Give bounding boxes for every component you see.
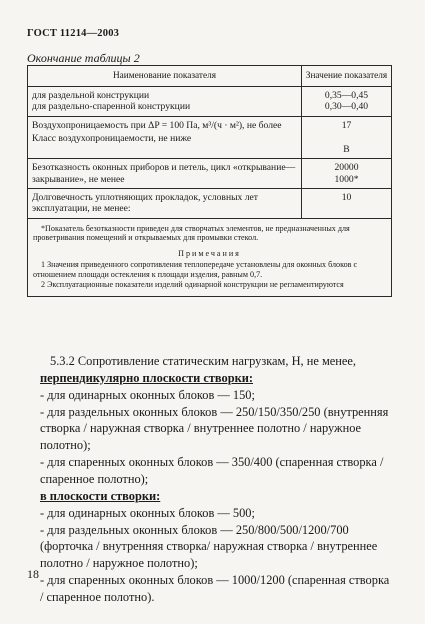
list-item: - для одинарных оконных блоков — 150; bbox=[40, 387, 255, 402]
row-label bbox=[28, 87, 302, 117]
row-label: Безотказность оконных приборов и петель, цикл «открывание—закрывание», не менее bbox=[28, 159, 302, 189]
note-item: 1 Значения приведенного сопротивления теплопередаче установлены для оконных блоков с отношением площади остекления к площади изделия, равным 0,7. bbox=[33, 260, 358, 279]
value-line: 0,35—0,45 bbox=[324, 90, 369, 101]
table-row bbox=[28, 87, 392, 117]
indicators-table bbox=[27, 65, 392, 297]
section-5-3-2 bbox=[40, 353, 392, 606]
table-row bbox=[28, 159, 392, 189]
value-line: 20000 bbox=[334, 162, 359, 174]
table-footnote: *Показатель безотказности приведен для створчатых элементов, не предназначенных для проветривания помещений и открываемых для промывки стекол. bbox=[33, 223, 350, 243]
list-item: - для одинарных оконных блоков — 500; bbox=[40, 505, 255, 520]
list-item: - для раздельных оконных блоков — 250/800/500/1200/700 (форточка / внутренняя створка/ наружная створка / внутреннее полотно / наружное полотно); bbox=[40, 522, 378, 571]
table-notes-row bbox=[28, 218, 392, 296]
table-row bbox=[28, 116, 392, 159]
perpendicular-heading: перпендикулярно плоскости створки: bbox=[40, 370, 254, 385]
col-header-value: Значение показателя bbox=[302, 66, 392, 87]
list-item: - для спаренных оконных блоков — 350/400 (спаренная створка / спаренное полотно); bbox=[40, 455, 384, 487]
row-label-line: для раздельной конструкции bbox=[32, 90, 150, 101]
value-line: В bbox=[343, 143, 350, 155]
list-item: - для спаренных оконных блоков — 1000/1200 (спаренная створка / спаренное полотно). bbox=[40, 573, 390, 605]
table-continuation-title: Окончание таблицы 2 bbox=[27, 51, 140, 65]
value-line: 0,30—0,40 bbox=[324, 101, 369, 113]
table-header-row bbox=[28, 66, 392, 87]
document-header: ГОСТ 11214—2003 bbox=[27, 28, 120, 39]
row-label-line: для раздельно-спаренной конструкции bbox=[32, 101, 191, 113]
in-plane-heading: в плоскости створки: bbox=[40, 488, 161, 503]
row-value bbox=[302, 159, 392, 189]
section-intro: 5.3.2 Сопротивление статическим нагрузкам, H, не менее, bbox=[50, 354, 357, 368]
table-row bbox=[28, 188, 392, 218]
row-label-line: Воздухопроницаемость при ΔP = 100 Па, м³/(ч · м²), не более bbox=[32, 119, 282, 131]
row-value bbox=[302, 87, 392, 117]
page-number: 18 bbox=[27, 567, 39, 581]
row-label-line: Класс воздухопроницаемости, не ниже bbox=[32, 132, 192, 144]
note-item: 2 Эксплуатационные показатели изделий одинарной конструкции не регламентируются bbox=[41, 279, 344, 289]
row-value bbox=[302, 116, 392, 159]
list-item: - для раздельных оконных блоков — 250/150/350/250 (внутренняя створка / наружная створка / внутреннее полотно / наружное полотно); bbox=[40, 404, 389, 453]
row-value: 10 bbox=[302, 188, 392, 218]
value-line: 17 bbox=[341, 119, 352, 131]
value-line: 1000* bbox=[334, 173, 359, 185]
notes-title: Примечания bbox=[178, 249, 241, 259]
row-label bbox=[28, 116, 302, 159]
table-notes bbox=[28, 218, 392, 296]
row-label: Долговечность уплотняющих прокладок, условных лет эксплуатации, не менее: bbox=[28, 188, 302, 218]
col-header-name: Наименование показателя bbox=[28, 66, 302, 87]
